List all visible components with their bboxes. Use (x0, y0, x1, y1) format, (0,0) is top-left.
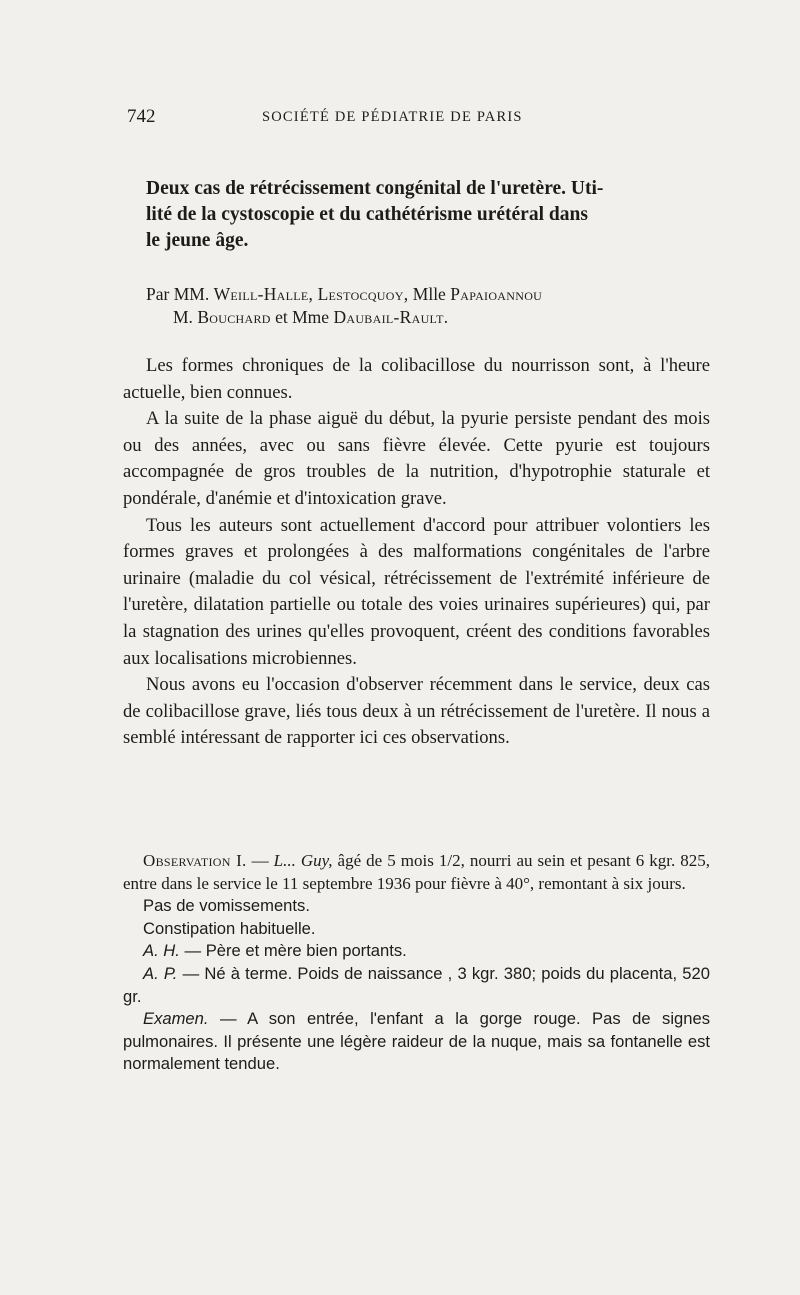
author-name: Papaioannou (450, 284, 543, 304)
running-title: SOCIÉTÉ DE PÉDIATRIE DE PARIS (262, 109, 523, 125)
observation-line: Constipation habituelle. (143, 918, 316, 938)
author-prefix: Par MM. (146, 284, 210, 304)
patient-name: L... Guy, (273, 851, 333, 870)
observation-line (123, 963, 710, 1008)
page-number: 742 (127, 106, 156, 127)
title-line: lité de la cystoscopie et du cathétérisme urétéral dans (146, 204, 588, 225)
author-title: Mlle (412, 284, 446, 304)
family-history-text: — Père et mère bien portants. (179, 941, 407, 961)
author-list (146, 283, 710, 329)
exam-label: Examen. (143, 1009, 209, 1029)
body-paragraph: Tous les auteurs sont actuellement d'accord pour attribuer volontiers les formes graves et prolongées à des malformations congénitales de l'arbre urinaire (maladie du col vésical, rétrécissement de l'extrémité inférieure de l'uretère, dilatation partielle ou totale des voies urinaires supérieures) qui, par la stagnation des urines qu'elles provoquent, créent des conditions favorables aux localisations microbiennes. (123, 514, 710, 669)
observation-intro (123, 850, 710, 895)
body-paragraph: Les formes chroniques de la colibacillose du nourrisson sont, à l'heure actuelle, bien connues. (123, 355, 710, 403)
title-line: Deux cas de rétrécissement congénital de l'uretère. Uti- (146, 178, 604, 199)
author-connector: et Mme (275, 307, 330, 327)
author-title: M. (173, 307, 193, 327)
observation-line (123, 1008, 710, 1076)
running-head (127, 106, 710, 132)
author-name: Weill-Halle, (213, 284, 314, 304)
personal-history-label: A. P. (143, 963, 178, 983)
author-name: Daubail-Rault. (333, 307, 449, 327)
body-paragraph: Nous avons eu l'occasion d'observer récemment dans le service, deux cas de colibacillose grave, liés tous deux à un rétrécissement de l'uretère. Il nous a semblé intéressant de rapporter ici ces observations. (123, 674, 710, 749)
family-history-label: A. H. (143, 941, 180, 961)
article-body (123, 353, 710, 752)
observation-line: Pas de vomissements. (143, 896, 310, 916)
author-line (146, 306, 710, 329)
dash: — (246, 851, 274, 870)
author-name: Bouchard (197, 307, 271, 327)
author-line (146, 283, 710, 306)
observation-intro-text: âgé de 5 mois 1/2, nourri au sein et pesant 6 kgr. 825, entre dans le service le 11 septembre 1936 pour fièvre à 40°, remontant à six jours. (123, 851, 710, 893)
body-paragraph: A la suite de la phase aiguë du début, la pyurie persiste pendant des mois ou des années, avec ou sans fièvre élevée. Cette pyurie est toujours accompagnée de gros troubles de la nutrition, d'hypotrophie staturale et pondérale, d'anémie et d'intoxication grave. (123, 408, 710, 509)
observation-label: Observation I. (143, 851, 247, 870)
observation-line (123, 940, 710, 963)
author-name: Lestocquoy, (317, 284, 409, 304)
personal-history-text: — Né à terme. Poids de naissance , 3 kgr. 380; poids du placenta, 520 gr. (123, 963, 710, 1006)
observation-section (123, 850, 710, 1076)
article-title (146, 176, 710, 254)
exam-text: — A son entrée, l'enfant a la gorge rouge. Pas de signes pulmonaires. Il présente une légère raideur de la nuque, mais sa fontanelle est normalement tendue. (123, 1009, 710, 1074)
title-line: le jeune âge. (146, 230, 249, 251)
